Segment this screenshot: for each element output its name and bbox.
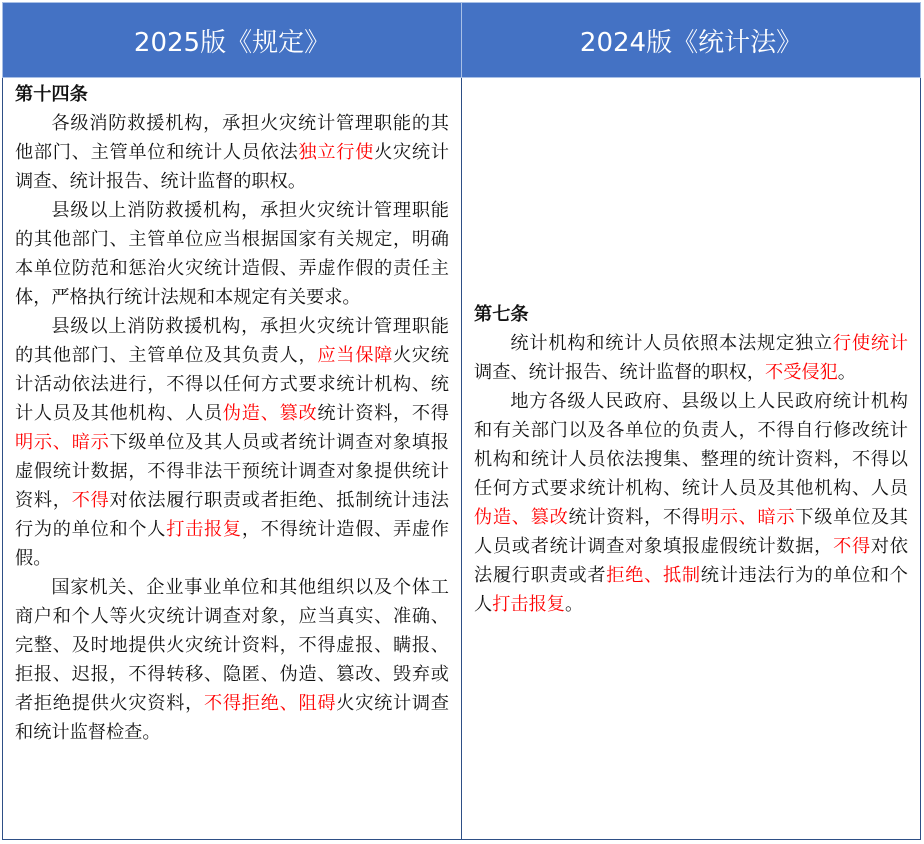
highlighted-text: 独立行使 (298, 142, 375, 163)
text-run: 火灾统计活动依法进行，不得以任何方式要求统计机构、统计人员及其他机构、人员 (15, 345, 449, 424)
paragraph (474, 329, 908, 387)
article-7-body (474, 329, 908, 619)
paragraph (15, 573, 449, 747)
text-run: 统计违法行为的单位和个人 (474, 565, 908, 615)
paragraph (474, 387, 908, 619)
article-7-title: 第七条 (474, 304, 529, 325)
text-run: 统计机构和统计人员依照本法规定独立 (510, 333, 833, 354)
text-run: 调查、统计报告、统计监督的职权， (474, 362, 766, 383)
text-run: 火灾统计调查、统计报告、统计监督的职权。 (15, 142, 449, 192)
text-run: 对依法履行职责或者 (474, 536, 908, 586)
text-run: 统计资料，不得 (568, 507, 701, 528)
header-row (3, 3, 921, 78)
content-row (3, 78, 921, 840)
text-run: 国家机关、企业事业单位和其他组织以及个体工商户和个人等火灾统计调查对象，应当真实、准确、完整、及时地提供火灾统计资料，不得虚报、瞒报、拒报、迟报，不得转移、隐匿、伪造、篡改、毁弃或者拒绝提供火灾资料， (15, 577, 449, 714)
text-run: 各级消防救援机构，承担火灾统计管理职能的其他部门、主管单位和统计人员依法 (15, 113, 449, 163)
text-run: 火灾统计调查和统计监督检查。 (15, 693, 449, 743)
highlighted-text: 打击报复 (492, 594, 565, 615)
text-run: 县级以上消防救援机构，承担火灾统计管理职能的其他部门、主管单位应当根据国家有关规定，明确本单位防范和惩治火灾统计造假、弄虚作假的责任主体，严格执行统计法规和本规定有关要求。 (15, 200, 449, 308)
highlighted-text: 伪造、篡改 (222, 403, 318, 424)
highlighted-text: 行使统计 (832, 333, 908, 354)
highlighted-text: 明示、暗示 (700, 507, 796, 528)
text-run: 。 (837, 362, 856, 383)
highlighted-text: 明示、暗示 (15, 432, 110, 453)
text-run: 下级单位及其人员或者统计调查对象填报虚假统计数据， (474, 507, 908, 557)
paragraph (15, 196, 449, 312)
highlighted-text: 拒绝、抵制 (606, 565, 701, 586)
text-run: ，不得统计造假、弄虚作假。 (15, 519, 449, 569)
comparison-table (2, 2, 921, 840)
regulation-2025-cell (3, 78, 462, 840)
header-2024-statistics-law: 2024版《统计法》 (462, 3, 921, 78)
article-14-title: 第十四条 (15, 84, 88, 105)
statistics-law-2024-cell (462, 78, 921, 840)
text-run: 对依法履行职责或者拒绝、抵制统计违法行为的单位和个人 (15, 490, 449, 540)
highlighted-text: 打击报复 (166, 519, 242, 540)
header-2025-regulation: 2025版《规定》 (3, 3, 462, 78)
highlighted-text: 应当保障 (317, 345, 393, 366)
highlighted-text: 不受侵犯 (765, 362, 838, 383)
text-run: 统计资料，不得 (317, 403, 449, 424)
highlighted-text: 不得 (833, 536, 871, 557)
highlighted-text: 不得拒绝、阻碍 (204, 693, 337, 714)
paragraph (15, 109, 449, 196)
highlighted-text: 不得 (71, 490, 110, 511)
text-run: 县级以上消防救援机构，承担火灾统计管理职能的其他部门、主管单位及其负责人， (15, 316, 449, 366)
text-run: 地方各级人民政府、县级以上人民政府统计机构和有关部门以及各单位的负责人，不得自行修改统计机构和统计人员依法搜集、整理的统计资料，不得以任何方式要求统计机构、统计人员及其他机构、人员 (474, 391, 908, 499)
article-14-body (15, 109, 449, 747)
paragraph (15, 312, 449, 573)
text-run: 下级单位及其人员或者统计调查对象填报虚假统计数据，不得非法干预统计调查对象提供统计资料， (15, 432, 449, 511)
text-run: 。 (564, 594, 584, 615)
highlighted-text: 伪造、篡改 (474, 507, 569, 528)
